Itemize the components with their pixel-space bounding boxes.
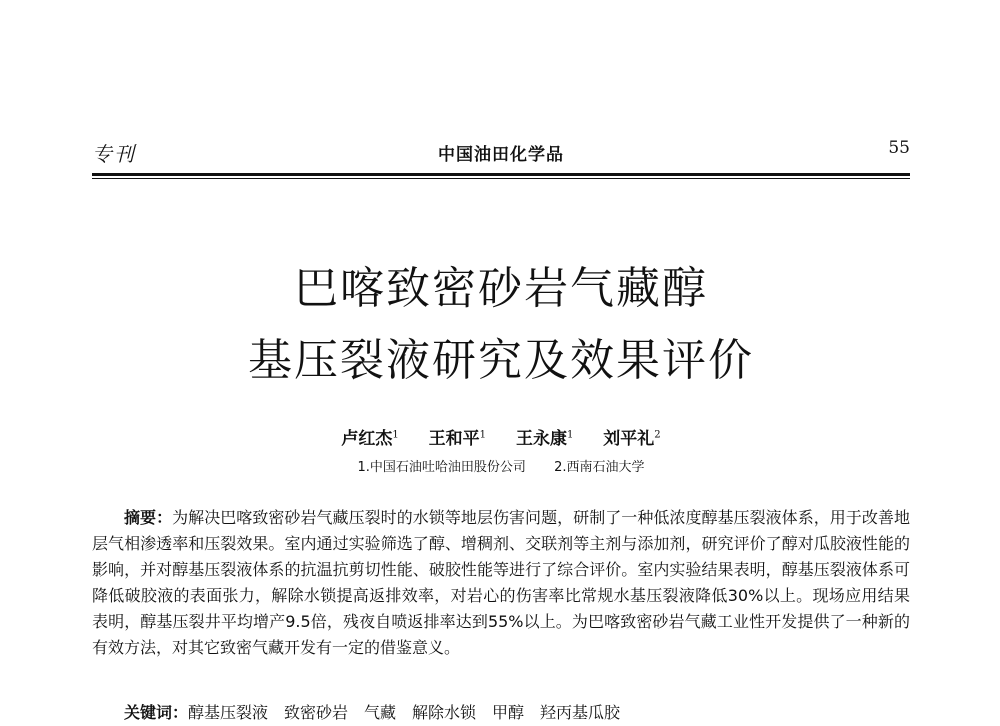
abstract-text: 为解决巴喀致密砂岩气藏压裂时的水锁等地层伤害问题，研制了一种低浓度醇基压裂液体系，用于改善地层气相渗透率和压裂效果。室内通过实验筛选了醇、增稠剂、交联剂等主剂与添加剂，研究评价了醇对瓜胶液性能的影响，并对醇基压裂液体系的抗温抗剪切性能、破胶性能等进行了综合评价。室内实验结果表明，醇基压裂液体系可降低破胶液的表面张力，解除水锁提高返排效率，对岩心的伤害率比常规水基压裂液降低30%以上。现场应用结果表明，醇基压裂井平均增产9.5倍，残夜自喷返排率达到55%以上。为巴喀致密砂岩气藏工业性开发提供了一种新的有效方法，对其它致密气藏开发有一定的借鉴意义。 [92,508,910,657]
author [516,424,573,449]
article-title [92,253,910,397]
running-header [92,134,910,174]
author [429,424,486,449]
author-affiliation-mark: 1 [479,429,487,441]
author-name: 王和平 [428,429,480,449]
author-affiliation-mark: 2 [654,429,661,441]
keywords-label: 关键词： [124,703,189,722]
affiliation-list [92,456,910,475]
author-name: 王永康 [515,429,567,449]
author-affiliation-mark: 1 [392,429,399,441]
page-number: 55 [888,138,910,158]
header-rule-thin [92,178,910,179]
abstract [92,505,910,661]
author-name: 卢红杰 [341,429,393,449]
affiliation: 2.西南石油大学 [554,460,645,475]
author-list [92,424,910,449]
keywords [92,700,910,726]
header-rule-thick [92,173,910,176]
author [341,424,398,449]
title-line-1: 巴喀致密砂岩气藏醇 [294,263,708,315]
journal-section-label: 专刊 [92,142,136,166]
author [603,424,660,449]
affiliation: 1.中国石油吐哈油田股份公司 [357,460,526,475]
keywords-text: 醇基压裂液 致密砂岩 气藏 解除水锁 甲醇 羟丙基瓜胶 [188,703,621,722]
author-name: 刘平礼 [603,429,655,449]
title-line-2: 基压裂液研究及效果评价 [248,335,754,387]
abstract-label: 摘要： [124,508,173,527]
journal-name: 中国油田化学品 [438,145,564,165]
author-affiliation-mark: 1 [566,429,574,441]
